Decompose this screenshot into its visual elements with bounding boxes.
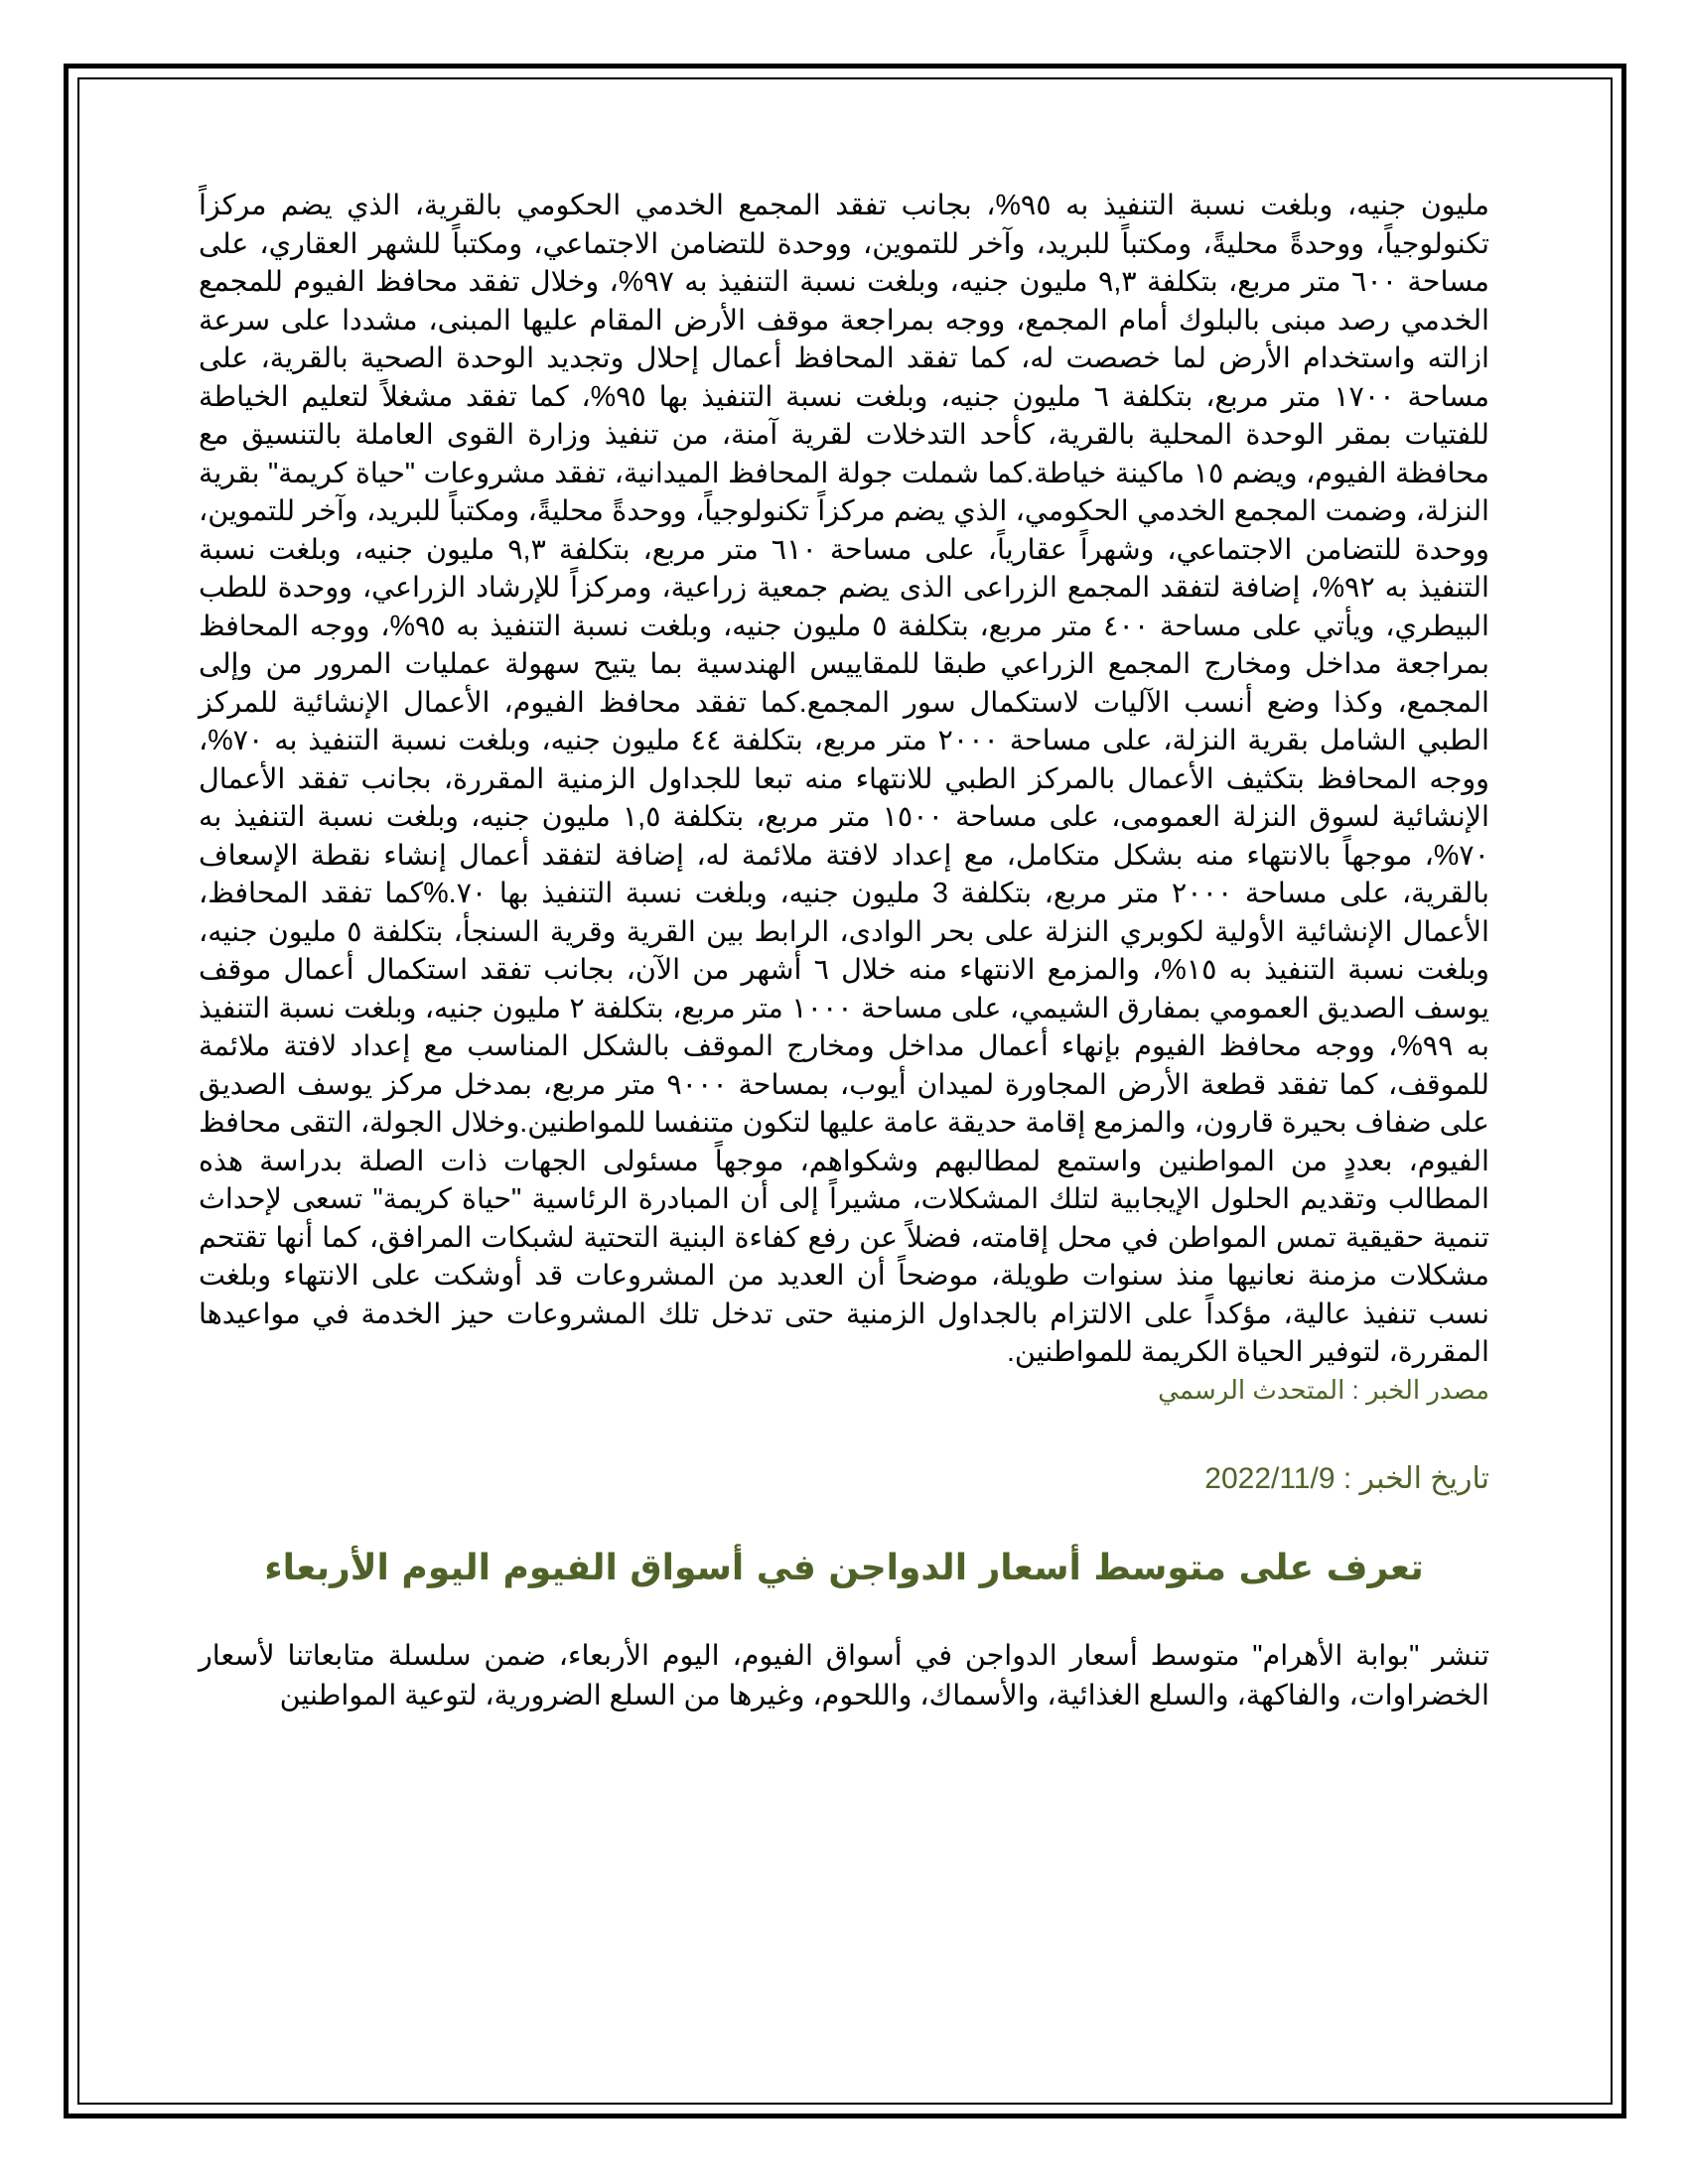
article-body: مليون جنيه، وبلغت نسبة التنفيذ به ٩٥%، بجانب تفقد المجمع الخدمي الحكومي بالقرية، الذي يضم مركزاً تكنولوجياً، ووحدةً محليةً، ومكتباً للبريد، وآخر للتموين، ووحدة للتضامن الاجتماعي، ومكتباً للشهر العقاري، على مساحة ٦٠٠ متر مربع، بتكلفة ٩,٣ مليون جنيه، وبلغت نسبة التنفيذ به ٩٧%، وخلال تفقد محافظ الفيوم للمجمع الخدمي رصد مبنى بالبلوك أمام المجمع، ووجه بمراجعة موقف الأرض المقام عليها المبنى، مشددا على سرعة ازالته واستخدام الأرض لما خصصت له، كما تفقد المحافظ أعمال إحلال وتجديد الوحدة الصحية بالقرية، على مساحة ١٧٠٠ متر مربع، بتكلفة ٦ مليون جنيه، وبلغت نسبة التنفيذ بها ٩٥%، كما تفقد مشغلاً لتعليم الخياطة للفتيات بمقر الوحدة المحلية بالقرية، كأحد التدخلات لقرية آمنة، من تنفيذ وزارة القوى العاملة بالتنسيق مع محافظة الفيوم، ويضم ١٥ ماكينة خياطة.كما شملت جولة المحافظ الميدانية، تفقد مشروعات "حياة كريمة" بقرية النزلة، وضمت المجمع الخدمي الحكومي، الذي يضم مركزاً تكنولوجياً، ووحدةً محليةً، ومكتباً للبريد، وآخر للتموين، ووحدة للتضامن الاجتماعي، وشهراً عقارياً، على مساحة ٦١٠ متر مربع، بتكلفة ٩,٣ مليون جنيه، وبلغت نسبة التنفيذ به ٩٢%، إضافة لتفقد المجمع الزراعى الذى يضم جمعية زراعية، ومركزاً للإرشاد الزراعي، ووحدة للطب البيطري، ويأتي على مساحة ٤٠٠ متر مربع، بتكلفة ٥ مليون جنيه، وبلغت نسبة التنفيذ به ٩٥%، ووجه المحافظ بمراجعة مداخل ومخارج المجمع الزراعي طبقا للمقاييس الهندسية بما يتيح سهولة عمليات المرور من وإلى المجمع، وكذا وضع أنسب الآليات لاستكمال سور المجمع.كما تفقد محافظ الفيوم، الأعمال الإنشائية للمركز الطبي الشامل بقرية النزلة، على مساحة ٢٠٠٠ متر مربع، بتكلفة ٤٤ مليون جنيه، وبلغت نسبة التنفيذ به ٧٠%، ووجه المحافظ بتكثيف الأعمال بالمركز الطبي للانتهاء منه تبعا للجداول الزمنية المقررة، بجانب تفقد الأعمال الإنشائية لسوق النزلة العمومى، على مساحة ١٥٠٠ متر مربع، بتكلفة ١,٥ مليون جنيه، وبلغت نسبة التنفيذ به ٧٠%، موجهاً بالانتهاء منه بشكل متكامل، مع إعداد لافتة ملائمة له، إضافة لتفقد أعمال إنشاء نقطة الإسعاف بالقرية، على مساحة ٢٠٠٠ متر مربع، بتكلفة 3 مليون جنيه، وبلغت نسبة التنفيذ بها ٧٠.%كما تفقد المحافظ، الأعمال الإنشائية الأولية لكوبري النزلة على بحر الوادى، الرابط بين القرية وقرية السنجأ، بتكلفة ٥ مليون جنيه، وبلغت نسبة التنفيذ به ١٥%، والمزمع الانتهاء منه خلال ٦ أشهر من الآن، بجانب تفقد استكمال أعمال موقف يوسف الصديق العمومي بمفارق الشيمي، على مساحة ١٠٠٠ متر مربع، بتكلفة ٢ مليون جنيه، وبلغت نسبة التنفيذ به ٩٩%، ووجه محافظ الفيوم بإنهاء أعمال مداخل ومخارج الموقف بالشكل المناسب مع إعداد لافتة ملائمة للموقف، كما تفقد قطعة الأرض المجاورة لميدان أيوب، بمساحة ٩٠٠٠ متر مربع، بمدخل مركز يوسف الصديق على ضفاف بحيرة قارون، والمزمع إقامة حديقة عامة عليها لتكون متنفسا للمواطنين.وخلال الجولة، التقى محافظ الفيوم، بعددٍ من المواطنين واستمع لمطالبهم وشكواهم، موجهاً مسئولى الجهات ذات الصلة بدراسة هذه المطالب وتقديم الحلول الإيجابية لتلك المشكلات، مشيراً إلى أن المبادرة الرئاسية "حياة كريمة" تسعى لإحداث تنمية حقيقية تمس المواطن في محل إقامته، فضلاً عن رفع كفاءة البنية التحتية لشبكات المرافق، كما أنها تقتحم مشكلات مزمنة نعانيها منذ سنوات طويلة، موضحاً أن العديد من المشروعات قد أوشكت على الانتهاء وبلغت نسب تنفيذ عالية، مؤكداً على الالتزام بالجداول الزمنية حتى تدخل تلك المشروعات حيز الخدمة في مواعيدها المقررة، لتوفير الحياة الكريمة للمواطنين. bbox=[199, 190, 1490, 1368]
document-content bbox=[199, 187, 1489, 1715]
news-date: تاريخ الخبر : 2022/11/9 bbox=[1204, 1461, 1489, 1495]
news-source: مصدر الخبر : المتحدث الرسمي bbox=[1158, 1374, 1489, 1405]
article-lead: تنشر "بوابة الأهرام" متوسط أسعار الدواجن في أسواق الفيوم، اليوم الأربعاء، ضمن سلسلة متابعاتنا لأسعار الخضراوات، والفاكهة، والسلع الغذائية، والأسماك، واللحوم، وغيرها من السلع الضرورية، لتوعية المواطنين bbox=[199, 1639, 1489, 1711]
article-headline: تعرف على متوسط أسعار الدواجن في أسواق الفيوم اليوم الأربعاء bbox=[264, 1547, 1424, 1588]
